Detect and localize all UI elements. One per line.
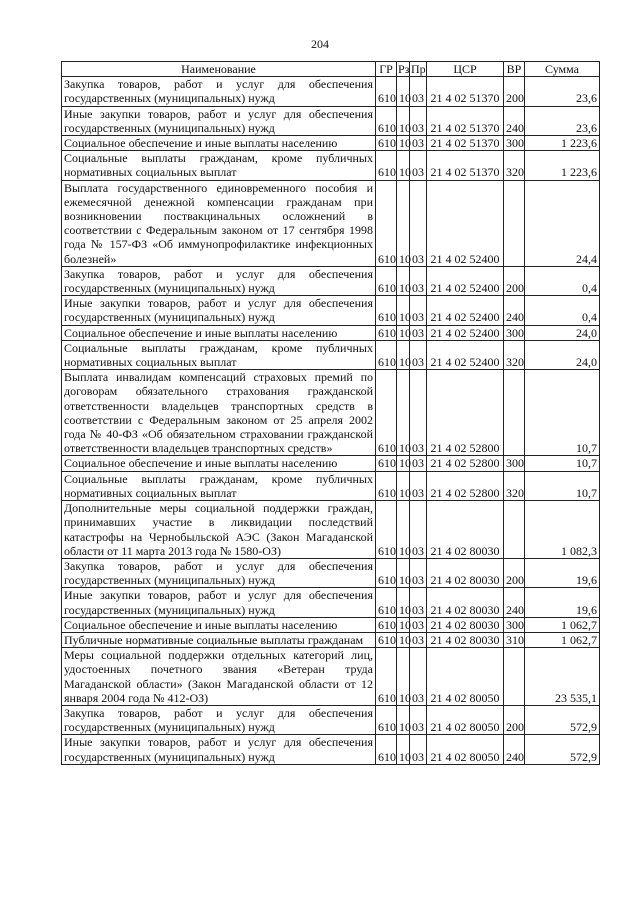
cell-rz: 10 — [397, 180, 410, 266]
cell-pr: 03 — [410, 558, 427, 587]
cell-rz: 10 — [397, 735, 410, 764]
cell-vr — [504, 180, 525, 266]
cell-csr: 21 4 02 80030 — [427, 501, 504, 559]
cell-vr — [504, 501, 525, 559]
cell-gr: 610 — [376, 325, 397, 340]
cell-sum: 23 535,1 — [525, 648, 600, 706]
cell-pr: 03 — [410, 456, 427, 471]
table-row — [62, 151, 600, 180]
cell-vr: 300 — [504, 617, 525, 632]
cell-rz: 10 — [397, 77, 410, 106]
cell-vr: 310 — [504, 632, 525, 647]
cell-pr: 03 — [410, 471, 427, 500]
cell-vr: 300 — [504, 136, 525, 151]
cell-sum: 572,9 — [525, 705, 600, 734]
table-row — [62, 648, 600, 706]
cell-rz: 10 — [397, 340, 410, 369]
cell-sum: 19,6 — [525, 558, 600, 587]
cell-sum: 1 062,7 — [525, 617, 600, 632]
cell-gr: 610 — [376, 471, 397, 500]
cell-pr: 03 — [410, 151, 427, 180]
cell-csr: 21 4 02 80030 — [427, 632, 504, 647]
cell-sum: 24,0 — [525, 340, 600, 369]
cell-csr: 21 4 02 52800 — [427, 370, 504, 456]
cell-sum: 1 223,6 — [525, 151, 600, 180]
cell-sum: 0,4 — [525, 266, 600, 295]
cell-rz: 10 — [397, 266, 410, 295]
header-name: Наименование — [62, 62, 376, 77]
cell-name: Иные закупки товаров, работ и услуг для обеспечения государственных (муниципальных) нужд — [62, 296, 376, 325]
table-row — [62, 106, 600, 135]
cell-sum: 1 082,3 — [525, 501, 600, 559]
cell-vr: 300 — [504, 456, 525, 471]
cell-name: Публичные нормативные социальные выплаты гражданам — [62, 632, 376, 647]
cell-sum: 572,9 — [525, 735, 600, 764]
cell-csr: 21 4 02 80030 — [427, 558, 504, 587]
cell-rz: 10 — [397, 471, 410, 500]
cell-csr: 21 4 02 52400 — [427, 296, 504, 325]
cell-sum: 1 062,7 — [525, 632, 600, 647]
cell-rz: 10 — [397, 325, 410, 340]
cell-gr: 610 — [376, 558, 397, 587]
cell-gr: 610 — [376, 456, 397, 471]
table-row — [62, 136, 600, 151]
header-rz: Рз — [398, 62, 410, 76]
table-row — [62, 558, 600, 587]
cell-name: Иные закупки товаров, работ и услуг для обеспечения государственных (муниципальных) нужд — [62, 588, 376, 617]
cell-pr: 03 — [410, 735, 427, 764]
cell-rz: 10 — [397, 106, 410, 135]
cell-pr: 03 — [410, 325, 427, 340]
cell-rz: 10 — [397, 370, 410, 456]
cell-rz: 10 — [397, 588, 410, 617]
cell-csr: 21 4 02 80030 — [427, 617, 504, 632]
table-row — [62, 456, 600, 471]
table-row — [62, 325, 600, 340]
cell-gr: 610 — [376, 180, 397, 266]
cell-vr: 200 — [504, 558, 525, 587]
cell-pr: 03 — [410, 106, 427, 135]
cell-rz: 10 — [397, 136, 410, 151]
cell-gr: 610 — [376, 632, 397, 647]
cell-sum: 10,7 — [525, 456, 600, 471]
cell-sum: 24,0 — [525, 325, 600, 340]
cell-vr: 200 — [504, 77, 525, 106]
cell-sum: 1 223,6 — [525, 136, 600, 151]
cell-vr: 200 — [504, 705, 525, 734]
cell-vr: 200 — [504, 266, 525, 295]
cell-csr: 21 4 02 51370 — [427, 151, 504, 180]
cell-name: Социальное обеспечение и иные выплаты населению — [62, 325, 376, 340]
cell-csr: 21 4 02 52400 — [427, 325, 504, 340]
table-header-row — [62, 62, 600, 77]
cell-vr — [504, 370, 525, 456]
cell-csr: 21 4 02 80050 — [427, 735, 504, 764]
cell-name: Иные закупки товаров, работ и услуг для обеспечения государственных (муниципальных) нужд — [62, 735, 376, 764]
table-row — [62, 735, 600, 764]
header-pr: Пр — [411, 62, 426, 76]
cell-csr: 21 4 02 52800 — [427, 456, 504, 471]
cell-rz: 10 — [397, 296, 410, 325]
cell-vr — [504, 648, 525, 706]
cell-pr: 03 — [410, 296, 427, 325]
table-row — [62, 180, 600, 266]
cell-gr: 610 — [376, 340, 397, 369]
cell-vr: 320 — [504, 471, 525, 500]
cell-vr: 300 — [504, 325, 525, 340]
cell-name: Социальное обеспечение и иные выплаты населению — [62, 456, 376, 471]
cell-rz: 10 — [397, 632, 410, 647]
cell-csr: 21 4 02 51370 — [427, 106, 504, 135]
cell-csr: 21 4 02 80030 — [427, 588, 504, 617]
table-body — [62, 77, 600, 765]
cell-csr: 21 4 02 52400 — [427, 266, 504, 295]
cell-gr: 610 — [376, 735, 397, 764]
table-row — [62, 266, 600, 295]
cell-name: Социальные выплаты гражданам, кроме публичных нормативных социальных выплат — [62, 340, 376, 369]
cell-gr: 610 — [376, 106, 397, 135]
cell-gr: 610 — [376, 370, 397, 456]
cell-pr: 03 — [410, 501, 427, 559]
cell-name: Закупка товаров, работ и услуг для обеспечения государственных (муниципальных) нужд — [62, 705, 376, 734]
cell-gr: 610 — [376, 136, 397, 151]
cell-pr: 03 — [410, 632, 427, 647]
header-gr: ГР — [376, 62, 397, 77]
cell-name: Дополнительные меры социальной поддержки граждан, принимавших участие в ликвидации последствий катастрофы на Чернобыльской АЭС (Закон Магаданской области от 11 марта 2013 года № 1580-ОЗ) — [62, 501, 376, 559]
cell-sum: 23,6 — [525, 77, 600, 106]
table-row — [62, 370, 600, 456]
cell-csr: 21 4 02 52800 — [427, 471, 504, 500]
cell-gr: 610 — [376, 77, 397, 106]
cell-csr: 21 4 02 51370 — [427, 77, 504, 106]
table-row — [62, 617, 600, 632]
cell-sum: 0,4 — [525, 296, 600, 325]
cell-pr: 03 — [410, 340, 427, 369]
cell-rz: 10 — [397, 501, 410, 559]
cell-rz: 10 — [397, 617, 410, 632]
cell-gr: 610 — [376, 617, 397, 632]
cell-sum: 19,6 — [525, 588, 600, 617]
cell-rz: 10 — [397, 151, 410, 180]
cell-name: Закупка товаров, работ и услуг для обеспечения государственных (муниципальных) нужд — [62, 266, 376, 295]
table-row — [62, 340, 600, 369]
cell-gr: 610 — [376, 588, 397, 617]
cell-gr: 610 — [376, 266, 397, 295]
cell-name: Иные закупки товаров, работ и услуг для обеспечения государственных (муниципальных) нужд — [62, 106, 376, 135]
table-row — [62, 296, 600, 325]
cell-name: Закупка товаров, работ и услуг для обеспечения государственных (муниципальных) нужд — [62, 77, 376, 106]
cell-csr: 21 4 02 52400 — [427, 180, 504, 266]
cell-pr: 03 — [410, 705, 427, 734]
table-row — [62, 588, 600, 617]
cell-pr: 03 — [410, 266, 427, 295]
cell-csr: 21 4 02 80050 — [427, 705, 504, 734]
header-vr: ВР — [504, 62, 525, 77]
cell-name: Социальное обеспечение и иные выплаты населению — [62, 136, 376, 151]
cell-sum: 24,4 — [525, 180, 600, 266]
cell-pr: 03 — [410, 136, 427, 151]
cell-rz: 10 — [397, 558, 410, 587]
cell-pr: 03 — [410, 370, 427, 456]
cell-gr: 610 — [376, 705, 397, 734]
cell-sum: 10,7 — [525, 370, 600, 456]
cell-sum: 10,7 — [525, 471, 600, 500]
cell-name: Социальные выплаты гражданам, кроме публичных нормативных социальных выплат — [62, 151, 376, 180]
cell-name: Закупка товаров, работ и услуг для обеспечения государственных (муниципальных) нужд — [62, 558, 376, 587]
cell-gr: 610 — [376, 648, 397, 706]
cell-vr: 320 — [504, 151, 525, 180]
budget-table — [61, 61, 600, 765]
cell-vr: 240 — [504, 296, 525, 325]
cell-name: Социальные выплаты гражданам, кроме публичных нормативных социальных выплат — [62, 471, 376, 500]
cell-pr: 03 — [410, 180, 427, 266]
cell-pr: 03 — [410, 588, 427, 617]
cell-rz: 10 — [397, 648, 410, 706]
cell-name: Социальное обеспечение и иные выплаты населению — [62, 617, 376, 632]
cell-vr: 240 — [504, 106, 525, 135]
table-row — [62, 471, 600, 500]
cell-csr: 21 4 02 80050 — [427, 648, 504, 706]
cell-pr: 03 — [410, 648, 427, 706]
cell-rz: 10 — [397, 705, 410, 734]
header-csr: ЦСР — [427, 62, 504, 77]
cell-name: Меры социальной поддержки отдельных категорий лиц, удостоенных почетного звания «Ветеран труда Магаданской области» (Закон Магаданской области от 12 января 2004 года № 412-ОЗ) — [62, 648, 376, 706]
cell-sum: 23,6 — [525, 106, 600, 135]
cell-pr: 03 — [410, 617, 427, 632]
cell-name: Выплата инвалидам компенсаций страховых премий по договорам обязательного страхования гражданской ответственности владельцев транспортных средств в соответствии с Федеральным законом от 25 апреля 2002 года № 40-ФЗ «Об обязательном страховании гражданской ответственности владельцев транспортных средств» — [62, 370, 376, 456]
cell-pr: 03 — [410, 77, 427, 106]
table-row — [62, 77, 600, 106]
table-row — [62, 501, 600, 559]
header-sum: Сумма — [525, 62, 600, 77]
cell-csr: 21 4 02 51370 — [427, 136, 504, 151]
cell-name: Выплата государственного единовременного пособия и ежемесячной денежной компенсации гражданам при возникновении поствакцинальных осложнений в соответствии с Федеральным законом от 17 сентября 1998 года № 157-ФЗ «Об иммунопрофилактике инфекционных болезней» — [62, 180, 376, 266]
table-row — [62, 632, 600, 647]
cell-rz: 10 — [397, 456, 410, 471]
cell-gr: 610 — [376, 296, 397, 325]
cell-vr: 240 — [504, 735, 525, 764]
cell-vr: 320 — [504, 340, 525, 369]
cell-csr: 21 4 02 52400 — [427, 340, 504, 369]
cell-gr: 610 — [376, 151, 397, 180]
cell-gr: 610 — [376, 501, 397, 559]
cell-vr: 240 — [504, 588, 525, 617]
page-number: 204 — [311, 37, 329, 51]
table-row — [62, 705, 600, 734]
